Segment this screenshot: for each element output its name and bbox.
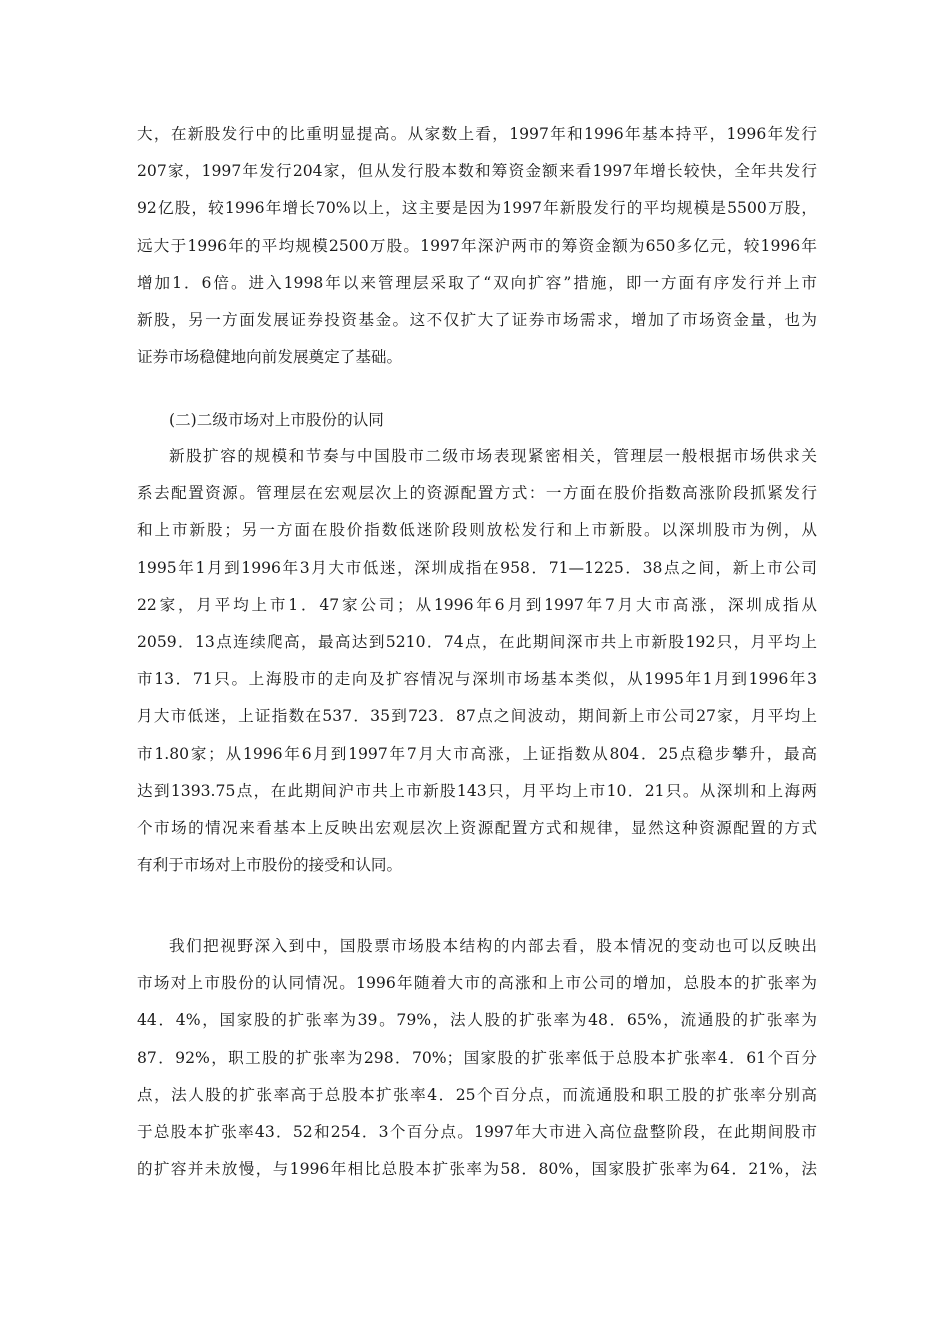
paragraph-line: 我们把视野深入到中，国股票市场股本结构的内部去看，股本情况的变动也可以反映出 bbox=[169, 937, 817, 955]
paragraph-line: 个市场的情况来看基本上反映出宏观层次上资源配置方式和规律，显然这种资源配置的方式 bbox=[137, 818, 817, 837]
paragraph-line: 的扩容并未放慢，与1996年相比总股本扩张率为58．80%，国家股扩张率为64．21%，法 bbox=[137, 1160, 817, 1179]
paragraph-line: 44．4%，国家股的扩张率为39。79%，法人股的扩张率为48．65%，流通股的扩张率为 bbox=[137, 1011, 817, 1030]
paragraph-line: 和上市新股；另一方面在股价指数低迷阶段则放松发行和上市新股。以深圳股市为例，从 bbox=[137, 521, 817, 540]
paragraph-line: 市场对上市股份的认同情况。1996年随着大市的高涨和上市公司的增加，总股本的扩张率为 bbox=[137, 974, 817, 993]
paragraph-1 bbox=[137, 116, 817, 376]
paragraph-line: 系去配置资源。管理层在宏观层次上的资源配置方式：一方面在股价指数高涨阶段抓紧发行 bbox=[137, 484, 817, 503]
paragraph-line: 1995年1月到1996年3月大市低迷，深圳成指在958．71—1225．38点之间，新上市公司 bbox=[137, 558, 817, 577]
paragraph-line: 87．92%，职工股的扩张率为298．70%；国家股的扩张率低于总股本扩张率4．61个百分 bbox=[137, 1048, 817, 1067]
paragraph-line: 证券市场稳健地向前发展奠定了基础。 bbox=[137, 348, 403, 367]
paragraph-line: 新股，另一方面发展证券投资基金。这不仅扩大了证券市场需求，增加了市场资金量，也为 bbox=[137, 310, 817, 329]
paragraph-line: 大，在新股发行中的比重明显提高。从家数上看，1997年和1996年基本持平，1996年发行 bbox=[137, 125, 817, 143]
paragraph-line: 月大市低迷，上证指数在537．35到723．87点之间波动，期间新上市公司27家，月平均上 bbox=[137, 707, 817, 726]
paragraph-line: 达到1393.75点，在此期间沪市共上市新股143只，月平均上市10．21只。从深圳和上海两 bbox=[137, 781, 817, 800]
paragraph-line: 92亿股，较1996年增长70%以上，这主要是因为1997年新股发行的平均规模是5500万股， bbox=[137, 199, 817, 218]
paragraph-line: 点，法人股的扩张率高于总股本扩张率4．25个百分点，而流通股和职工股的扩张率分别高 bbox=[137, 1085, 817, 1104]
paragraph-line: 新股扩容的规模和节奏与中国股市二级市场表现紧密相关，管理层一般根据市场供求关 bbox=[169, 447, 817, 465]
paragraph-line: 于总股本扩张率43．52和254．3个百分点。1997年大市进入高位盘整阶段，在此期间股市 bbox=[137, 1122, 817, 1141]
paragraph-3 bbox=[137, 928, 817, 1188]
paragraph-line: 22家，月平均上市1．47家公司；从1996年6月到1997年7月大市高涨，深圳成指从 bbox=[137, 595, 817, 614]
paragraph-line: 远大于1996年的平均规模2500万股。1997年深沪两市的筹资金额为650多亿元，较1996年 bbox=[137, 236, 817, 255]
paragraph-line: 增加1．6倍。进入1998年以来管理层采取了“双向扩容”措施，即一方面有序发行并上市 bbox=[137, 273, 817, 292]
paragraph-line: 2059．13点连续爬高，最高达到5210．74点，在此期间深市共上市新股192只，月平均上 bbox=[137, 632, 817, 651]
paragraph-line: 市1.80家；从1996年6月到1997年7月大市高涨，上证指数从804．25点稳步攀升，最高 bbox=[137, 744, 817, 763]
paragraph-line: 市13．71只。上海股市的走向及扩容情况与深圳市场基本类似，从1995年1月到1996年3 bbox=[137, 670, 817, 689]
section-heading: (二)二级市场对上市股份的认同 bbox=[169, 411, 384, 429]
paragraph-line: 207家，1997年发行204家，但从发行股本数和筹资金额来看1997年增长较快，全年共发行 bbox=[137, 162, 817, 181]
paragraph-line: 有利于市场对上市股份的接受和认同。 bbox=[137, 856, 403, 875]
paragraph-2 bbox=[137, 438, 817, 884]
